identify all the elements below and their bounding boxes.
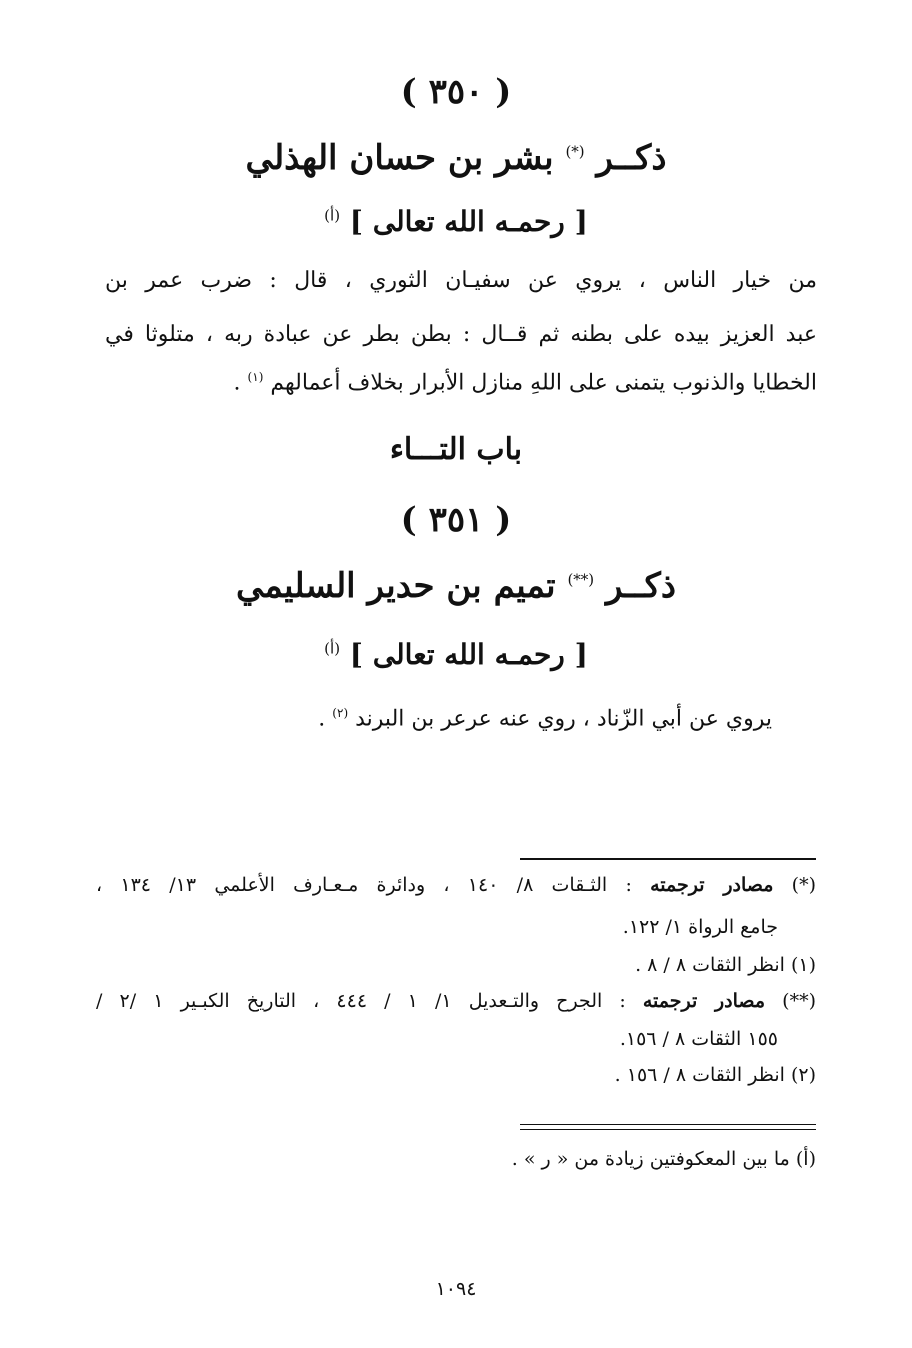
body-line-text: يروي عن أبي الزّناد ، روي عنه عرعر بن البرند [355, 706, 772, 732]
honorific [0, 205, 912, 238]
footnote-mark: (**) [782, 990, 816, 1012]
footnote-separator [520, 858, 816, 860]
footnote [635, 954, 816, 976]
footnote-mark: (١) [790, 954, 816, 976]
body-line [60, 706, 772, 731]
chapter-heading: باب التـــاء [389, 432, 523, 467]
honorific [0, 638, 912, 671]
entry-number: ( ٣٥١ ) [400, 500, 512, 540]
footnote [96, 874, 816, 896]
page-number: ١٠٩٤ [435, 1278, 477, 1300]
entry-title-label: ذكــر [596, 138, 667, 178]
editor-note [512, 1148, 816, 1170]
body-line-text: الخطايا والذنوب يتمنى على اللهِ منازل الأبرار بخلاف أعمالهم [270, 370, 817, 396]
double-rule-bottom [520, 1129, 816, 1130]
entry-title [0, 566, 912, 606]
honorific-text: [ رحمـه الله تعالى ] [349, 205, 588, 238]
footnote-text: : الثـقات ٨/ ١٤٠ ، ودائرة مـعـارف الأعلمي ١٣/ ١٣٤ ، [96, 874, 632, 896]
person-name: بشر بن حسان الهذلي [245, 138, 554, 178]
footnote-text: : الجرح والتـعديل ١/ ١ / ٤٤٤ ، التاريخ الكبـير ١ /٢ / [96, 990, 626, 1012]
footnote-marker: (أ) [324, 639, 341, 658]
line-end: . [318, 706, 326, 732]
body-line: من خيار الناس ، يروي عن سفيـان الثوري ، قال : ضرب عمر بن [105, 268, 817, 293]
entry-title-label: ذكــر [606, 566, 677, 606]
honorific-text: [ رحمـه الله تعالى ] [349, 638, 588, 671]
entry-number: ( ٣٥٠ ) [400, 72, 512, 112]
footnote [623, 916, 778, 938]
footnote-mark: (*) [791, 874, 816, 896]
footnote-marker: (٢) [332, 706, 349, 720]
person-name: تميم بن حدير السليمي [235, 566, 556, 606]
footnote-marker: (*) [565, 142, 585, 161]
footnote-key: مصادر ترجمته [642, 990, 766, 1012]
footnote-marker: (١) [247, 370, 264, 384]
footnote-marker: (أ) [324, 206, 341, 225]
body-line [105, 370, 817, 395]
entry-title [0, 138, 912, 178]
footnote-text: ما بين المعكوفتين زيادة من « ر » . [511, 1148, 790, 1170]
body-line: عبد العزيز بيده على بطنه ثم قــال : بطن بطر عن عبادة ربه ، متلوثا في [105, 322, 817, 347]
footnote [96, 990, 816, 1012]
footnote-marker: (**) [567, 570, 595, 589]
footnote [620, 1028, 778, 1050]
footnote-text: انظر الثقات ٨ / ٨ . [635, 954, 785, 976]
line-end: . [233, 370, 241, 396]
footnote-mark: (٢) [790, 1064, 816, 1086]
footnote-text: جامع الرواة ١/ ١٢٢. [622, 916, 778, 938]
footnote-key: مصادر ترجمته [650, 874, 774, 896]
footnote-text: انظر الثقات ٨ / ١٥٦ . [614, 1064, 785, 1086]
footnote [615, 1064, 816, 1086]
footnote-text: ١٥٥ الثقات ٨ / ١٥٦. [619, 1028, 778, 1050]
double-rule-top [520, 1124, 816, 1125]
footnote-mark: (أ) [795, 1148, 816, 1170]
